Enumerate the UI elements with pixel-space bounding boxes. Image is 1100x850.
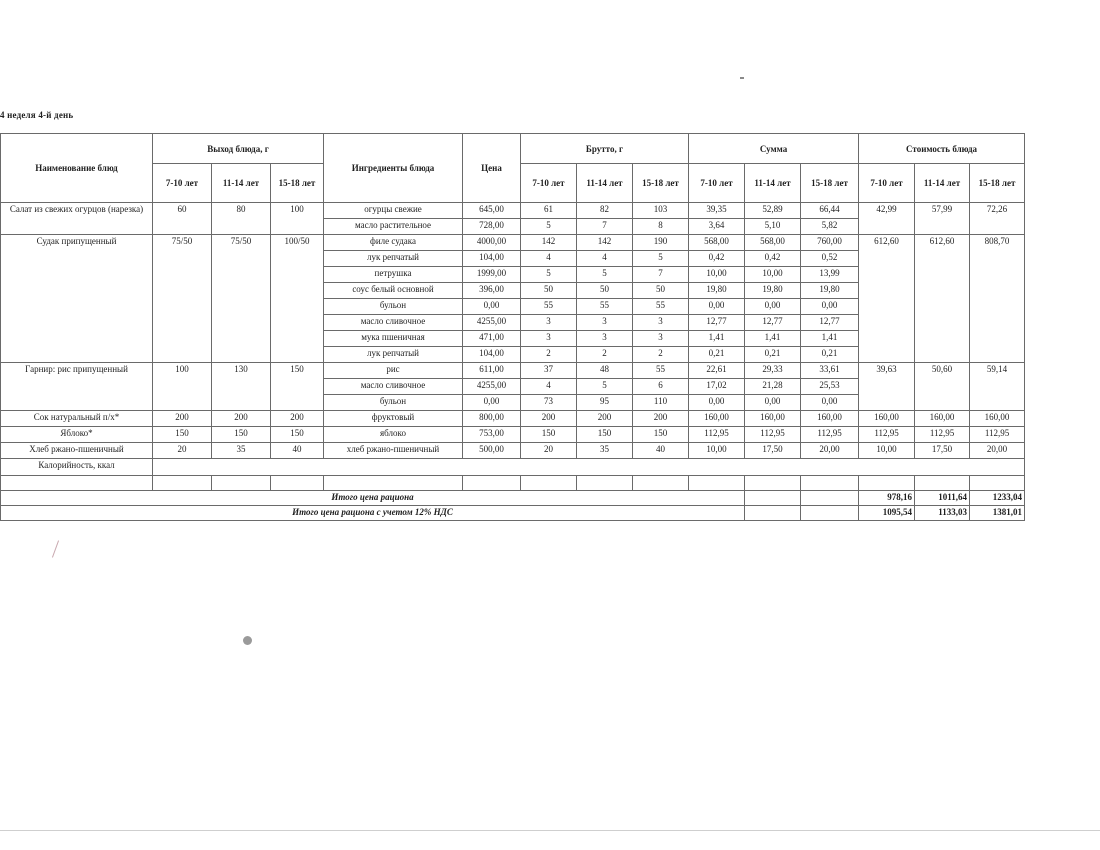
header-sum-age: 7-10 лет <box>689 164 745 203</box>
brutto-value: 3 <box>577 315 633 331</box>
sum-value: 112,95 <box>689 427 745 443</box>
sum-value: 160,00 <box>689 411 745 427</box>
blank-cell <box>745 476 801 491</box>
sum-value: 0,00 <box>801 395 859 411</box>
header-brutto-age: 7-10 лет <box>521 164 577 203</box>
dish-output: 200 <box>271 411 324 427</box>
brutto-value: 3 <box>633 315 689 331</box>
header-sum-age: 15-18 лет <box>801 164 859 203</box>
ingredient-price: 4255,00 <box>463 379 521 395</box>
scan-speck <box>740 77 744 79</box>
dish-output: 130 <box>212 363 271 411</box>
ingredient-name: соус белый основной <box>324 283 463 299</box>
brutto-value: 190 <box>633 235 689 251</box>
brutto-value: 37 <box>521 363 577 379</box>
brutto-value: 8 <box>633 219 689 235</box>
sum-value: 3,64 <box>689 219 745 235</box>
brutto-value: 48 <box>577 363 633 379</box>
sum-value: 39,35 <box>689 203 745 219</box>
brutto-value: 5 <box>521 267 577 283</box>
dish-output: 75/50 <box>153 235 212 363</box>
brutto-value: 2 <box>633 347 689 363</box>
sum-value: 0,00 <box>689 395 745 411</box>
brutto-value: 61 <box>521 203 577 219</box>
ingredient-price: 0,00 <box>463 299 521 315</box>
table-row <box>1 235 1025 251</box>
blank-cell <box>745 491 801 506</box>
header-output-age: 11-14 лет <box>212 164 271 203</box>
ingredient-name: бульон <box>324 299 463 315</box>
sum-value: 568,00 <box>745 235 801 251</box>
total-price-value: 1233,04 <box>970 491 1025 506</box>
sum-value: 0,42 <box>745 251 801 267</box>
ingredient-name: филе судака <box>324 235 463 251</box>
ingredient-price: 4000,00 <box>463 235 521 251</box>
sum-value: 160,00 <box>801 411 859 427</box>
sum-value: 12,77 <box>801 315 859 331</box>
sum-value: 19,80 <box>689 283 745 299</box>
sum-value: 66,44 <box>801 203 859 219</box>
brutto-value: 55 <box>633 363 689 379</box>
blank-cell <box>153 476 212 491</box>
ingredient-name: яблоко <box>324 427 463 443</box>
brutto-value: 200 <box>521 411 577 427</box>
header-ingredients: Ингредиенты блюда <box>324 134 463 203</box>
ingredient-price: 4255,00 <box>463 315 521 331</box>
header-cost-age: 15-18 лет <box>970 164 1025 203</box>
sum-value: 5,82 <box>801 219 859 235</box>
header-brutto-age: 11-14 лет <box>577 164 633 203</box>
brutto-value: 50 <box>577 283 633 299</box>
header-cost: Стоимость блюда <box>859 134 1025 164</box>
brutto-value: 142 <box>521 235 577 251</box>
ingredient-name: масло сливочное <box>324 379 463 395</box>
sum-value: 0,00 <box>801 299 859 315</box>
sum-value: 19,80 <box>801 283 859 299</box>
dish-cost: 160,00 <box>859 411 915 427</box>
blank-cell <box>271 476 324 491</box>
brutto-value: 103 <box>633 203 689 219</box>
dish-cost: 59,14 <box>970 363 1025 411</box>
total-vat-value: 1133,03 <box>915 506 970 521</box>
dish-name: Салат из свежих огурцов (нарезка) <box>1 203 153 235</box>
brutto-value: 55 <box>521 299 577 315</box>
dish-output: 150 <box>271 427 324 443</box>
brutto-value: 200 <box>577 411 633 427</box>
ingredient-price: 645,00 <box>463 203 521 219</box>
table-row <box>1 411 1025 427</box>
blank-cell <box>859 476 915 491</box>
dish-cost: 20,00 <box>970 443 1025 459</box>
brutto-value: 4 <box>521 251 577 267</box>
brutto-value: 3 <box>633 331 689 347</box>
dish-output: 20 <box>153 443 212 459</box>
sum-value: 12,77 <box>689 315 745 331</box>
blank-cell <box>801 491 859 506</box>
brutto-value: 5 <box>633 251 689 267</box>
sum-value: 17,50 <box>745 443 801 459</box>
dish-name: Судак припущенный <box>1 235 153 363</box>
dish-name: Гарнир: рис припущенный <box>1 363 153 411</box>
brutto-value: 200 <box>633 411 689 427</box>
blank-cell <box>745 506 801 521</box>
brutto-value: 6 <box>633 379 689 395</box>
dish-output: 200 <box>153 411 212 427</box>
menu-table <box>0 133 1025 521</box>
ingredient-name: фруктовый <box>324 411 463 427</box>
blank-cell <box>801 476 859 491</box>
brutto-value: 35 <box>577 443 633 459</box>
sum-value: 1,41 <box>689 331 745 347</box>
brutto-value: 3 <box>521 331 577 347</box>
header-output-age: 15-18 лет <box>271 164 324 203</box>
table-row <box>1 443 1025 459</box>
brutto-value: 4 <box>577 251 633 267</box>
brutto-value: 150 <box>577 427 633 443</box>
dish-name: Яблоко* <box>1 427 153 443</box>
dish-output: 75/50 <box>212 235 271 363</box>
brutto-value: 7 <box>633 267 689 283</box>
brutto-value: 150 <box>633 427 689 443</box>
sum-value: 10,00 <box>689 443 745 459</box>
dish-output: 60 <box>153 203 212 235</box>
brutto-value: 20 <box>521 443 577 459</box>
brutto-value: 150 <box>521 427 577 443</box>
ingredient-name: лук репчатый <box>324 251 463 267</box>
header-brutto: Брутто, г <box>521 134 689 164</box>
dish-output: 200 <box>212 411 271 427</box>
ingredient-name: лук репчатый <box>324 347 463 363</box>
brutto-value: 82 <box>577 203 633 219</box>
total-price-value: 978,16 <box>859 491 915 506</box>
kcal-row <box>1 459 1025 476</box>
dish-output: 150 <box>212 427 271 443</box>
dish-cost: 112,95 <box>970 427 1025 443</box>
dish-cost: 808,70 <box>970 235 1025 363</box>
dish-cost: 39,63 <box>859 363 915 411</box>
ingredient-name: масло сливочное <box>324 315 463 331</box>
dish-cost: 17,50 <box>915 443 970 459</box>
brutto-value: 3 <box>577 331 633 347</box>
header-price: Цена <box>463 134 521 203</box>
header-cost-age: 11-14 лет <box>915 164 970 203</box>
ingredient-price: 471,00 <box>463 331 521 347</box>
ingredient-name: хлеб ржано-пшеничный <box>324 443 463 459</box>
header-cost-age: 7-10 лет <box>859 164 915 203</box>
brutto-value: 4 <box>521 379 577 395</box>
sum-value: 0,21 <box>745 347 801 363</box>
blank-cell <box>212 476 271 491</box>
sum-value: 21,28 <box>745 379 801 395</box>
sum-value: 112,95 <box>801 427 859 443</box>
ingredient-price: 104,00 <box>463 347 521 363</box>
total-price-value: 1011,64 <box>915 491 970 506</box>
table-header <box>1 134 1025 203</box>
brutto-value: 2 <box>577 347 633 363</box>
dish-output: 100 <box>153 363 212 411</box>
blank-cell <box>915 476 970 491</box>
page-title: 4 неделя 4-й день <box>0 110 74 120</box>
brutto-value: 73 <box>521 395 577 411</box>
dish-cost: 112,95 <box>859 427 915 443</box>
sum-value: 10,00 <box>745 267 801 283</box>
brutto-value: 110 <box>633 395 689 411</box>
blank-cell <box>324 476 463 491</box>
dish-cost: 612,60 <box>915 235 970 363</box>
ingredient-price: 396,00 <box>463 283 521 299</box>
dish-cost: 50,60 <box>915 363 970 411</box>
sum-value: 19,80 <box>745 283 801 299</box>
sum-value: 10,00 <box>689 267 745 283</box>
scan-edge-line <box>0 830 1100 831</box>
brutto-value: 5 <box>577 267 633 283</box>
blank-cell <box>577 476 633 491</box>
ingredient-price: 753,00 <box>463 427 521 443</box>
total-vat-label: Итого цена рациона с учетом 12% НДС <box>1 506 745 521</box>
sum-value: 29,33 <box>745 363 801 379</box>
sum-value: 52,89 <box>745 203 801 219</box>
sum-value: 1,41 <box>801 331 859 347</box>
brutto-value: 5 <box>577 379 633 395</box>
sum-value: 17,02 <box>689 379 745 395</box>
ingredient-name: мука пшеничная <box>324 331 463 347</box>
ingredient-name: петрушка <box>324 267 463 283</box>
header-dish-name: Наименование блюд <box>1 134 153 203</box>
kcal-label: Калорийность, ккал <box>1 459 153 476</box>
blank-cell <box>970 476 1025 491</box>
header-output: Выход блюда, г <box>153 134 324 164</box>
sum-value: 568,00 <box>689 235 745 251</box>
brutto-value: 2 <box>521 347 577 363</box>
dish-name: Хлеб ржано-пшеничный <box>1 443 153 459</box>
total-vat-row <box>1 506 1025 521</box>
ingredient-name: бульон <box>324 395 463 411</box>
brutto-value: 55 <box>633 299 689 315</box>
scan-mark <box>52 540 59 557</box>
ingredient-price: 0,00 <box>463 395 521 411</box>
sum-value: 0,00 <box>745 299 801 315</box>
blank-cell <box>633 476 689 491</box>
ingredient-price: 800,00 <box>463 411 521 427</box>
dish-cost: 72,26 <box>970 203 1025 235</box>
blank-cell <box>689 476 745 491</box>
dish-cost: 57,99 <box>915 203 970 235</box>
brutto-value: 5 <box>521 219 577 235</box>
dish-output: 100 <box>271 203 324 235</box>
dish-name: Сок натуральный п/х* <box>1 411 153 427</box>
scan-blot <box>243 636 252 645</box>
dish-output: 150 <box>153 427 212 443</box>
sum-value: 0,42 <box>689 251 745 267</box>
total-row <box>1 491 1025 506</box>
blank-cell <box>801 506 859 521</box>
sum-value: 1,41 <box>745 331 801 347</box>
brutto-value: 50 <box>633 283 689 299</box>
total-price-label: Итого цена рациона <box>1 491 745 506</box>
sum-value: 22,61 <box>689 363 745 379</box>
header-brutto-age: 15-18 лет <box>633 164 689 203</box>
brutto-value: 142 <box>577 235 633 251</box>
sum-value: 20,00 <box>801 443 859 459</box>
dish-output: 40 <box>271 443 324 459</box>
total-vat-value: 1381,01 <box>970 506 1025 521</box>
dish-output: 150 <box>271 363 324 411</box>
ingredient-price: 104,00 <box>463 251 521 267</box>
brutto-value: 95 <box>577 395 633 411</box>
sum-value: 112,95 <box>745 427 801 443</box>
brutto-value: 7 <box>577 219 633 235</box>
table-row <box>1 363 1025 379</box>
table-row <box>1 203 1025 219</box>
sum-value: 0,52 <box>801 251 859 267</box>
blank-cell <box>1 476 153 491</box>
dish-output: 80 <box>212 203 271 235</box>
table-row <box>1 427 1025 443</box>
brutto-value: 40 <box>633 443 689 459</box>
sum-value: 13,99 <box>801 267 859 283</box>
sum-value: 0,00 <box>745 395 801 411</box>
dish-output: 35 <box>212 443 271 459</box>
sum-value: 12,77 <box>745 315 801 331</box>
ingredient-price: 728,00 <box>463 219 521 235</box>
ingredient-price: 500,00 <box>463 443 521 459</box>
dish-cost: 160,00 <box>970 411 1025 427</box>
header-output-age: 7-10 лет <box>153 164 212 203</box>
total-vat-value: 1095,54 <box>859 506 915 521</box>
ingredient-price: 611,00 <box>463 363 521 379</box>
sum-value: 760,00 <box>801 235 859 251</box>
sum-value: 160,00 <box>745 411 801 427</box>
kcal-empty-cell <box>153 459 1025 476</box>
header-sum: Сумма <box>689 134 859 164</box>
table-body <box>1 203 1025 521</box>
dish-output: 100/50 <box>271 235 324 363</box>
blank-cell <box>463 476 521 491</box>
sum-value: 0,21 <box>689 347 745 363</box>
blank-row <box>1 476 1025 491</box>
dish-cost: 10,00 <box>859 443 915 459</box>
ingredient-price: 1999,00 <box>463 267 521 283</box>
sum-value: 25,53 <box>801 379 859 395</box>
ingredient-name: рис <box>324 363 463 379</box>
ingredient-name: огурцы свежие <box>324 203 463 219</box>
header-sum-age: 11-14 лет <box>745 164 801 203</box>
dish-cost: 42,99 <box>859 203 915 235</box>
sum-value: 33,61 <box>801 363 859 379</box>
dish-cost: 612,60 <box>859 235 915 363</box>
brutto-value: 3 <box>521 315 577 331</box>
ingredient-name: масло растительное <box>324 219 463 235</box>
blank-cell <box>521 476 577 491</box>
brutto-value: 55 <box>577 299 633 315</box>
dish-cost: 160,00 <box>915 411 970 427</box>
sum-value: 0,21 <box>801 347 859 363</box>
sum-value: 0,00 <box>689 299 745 315</box>
sum-value: 5,10 <box>745 219 801 235</box>
dish-cost: 112,95 <box>915 427 970 443</box>
brutto-value: 50 <box>521 283 577 299</box>
